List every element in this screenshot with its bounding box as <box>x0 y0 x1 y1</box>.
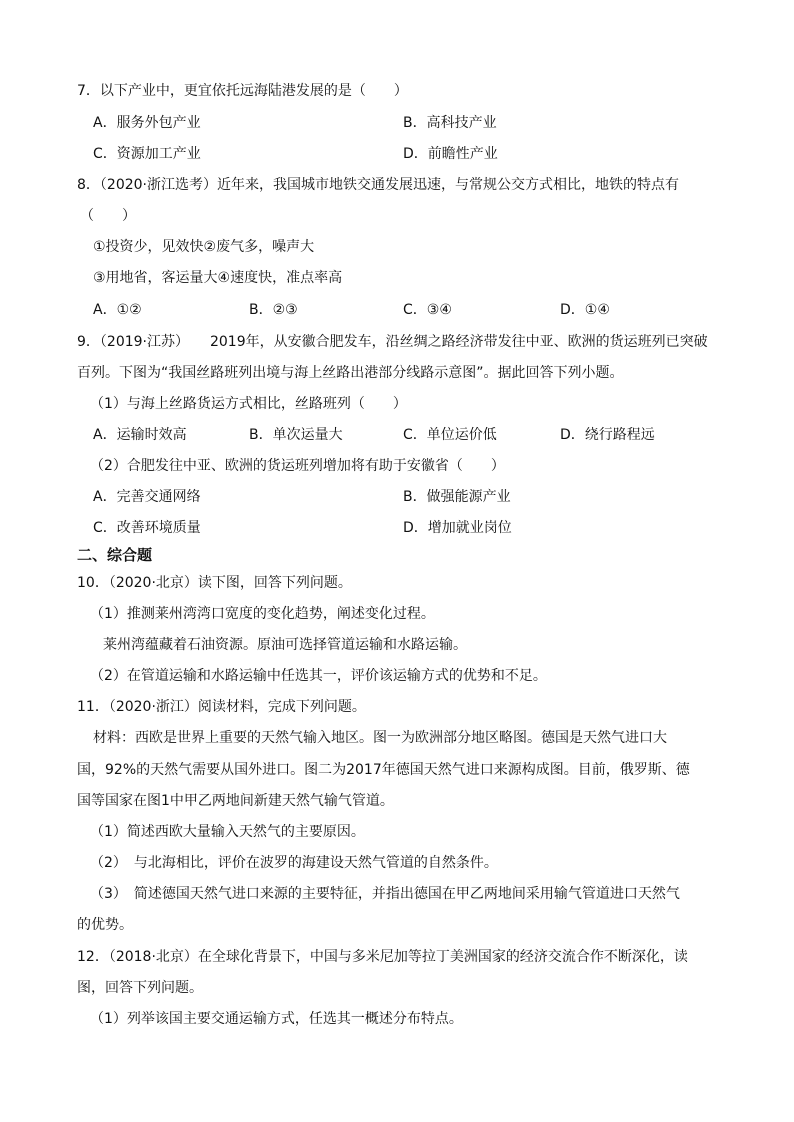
q8-stem-continued: （ ） <box>80 208 136 224</box>
q10-note: 莱州湾蕴藏着石油资源。原油可选择管道运输和水路运输。 <box>103 637 467 653</box>
q10-stem: 10．（2020·北京）读下图，回答下列问题。 <box>77 575 352 591</box>
q9-sub1-option-b: B．单次运量大 <box>249 427 343 443</box>
section-heading: 二、综合题 <box>77 546 153 564</box>
q9-sub2-option-d: D．增加就业岗位 <box>403 520 512 536</box>
q12-stem-line2: 图，回答下列问题。 <box>77 980 203 996</box>
q9-sub1-option-c: C．单位运价低 <box>403 427 497 443</box>
q10-sub1: （1）推测莱州湾湾口宽度的变化趋势，阐述变化过程。 <box>90 606 435 622</box>
q9-stem-line2: 百列。下图为“我国丝路班列出境与海上丝路出港部分线路示意图”。据此回答下列小题。 <box>77 365 624 381</box>
q8-option-c: C．③④ <box>403 302 452 318</box>
q9-sub1-option-a: A．运输时效高 <box>93 427 187 443</box>
q12-stem-line1: 12．（2018·北京）在全球化背景下，中国与多米尼加等拉丁美洲国家的经济交流合作不断深化，读 <box>77 949 688 965</box>
q11-sub1: （1）简述西欧大量输入天然气的主要原因。 <box>90 824 365 840</box>
q7-stem: 7．以下产业中，更宜依托远海陆港发展的是（ ） <box>77 83 408 99</box>
q8-stem: 8．（2020·浙江选考）近年来，我国城市地铁交通发展迅速，与常规公交方式相比，地铁的特点有 <box>77 177 679 193</box>
q8-items-line1: ①投资少，见效快②废气多，噪声大 <box>93 239 315 255</box>
q9-sub2-stem: （2）合肥发往中亚、欧洲的货运班列增加将有助于安徽省（ ） <box>90 458 505 474</box>
q9-sub2-option-a: A．完善交通网络 <box>93 489 201 505</box>
q9-sub1-option-d: D．绕行路程远 <box>560 427 655 443</box>
q7-option-c: C．资源加工产业 <box>93 146 201 162</box>
q7-option-a: A．服务外包产业 <box>93 115 201 131</box>
q11-material-line2: 国，92%的天然气需要从国外进口。图二为2017年德国天然气进口来源构成图。目前，俄罗斯、德 <box>77 762 690 778</box>
q9-sub2-option-c: C．改善环境质量 <box>93 520 201 536</box>
q9-sub2-option-b: B．做强能源产业 <box>403 489 511 505</box>
q8-items-line2: ③用地省，客运量大④速度快，准点率高 <box>93 270 343 286</box>
q11-material-line1: 材料：西欧是世界上重要的天然气输入地区。图一为欧洲部分地区略图。德国是天然气进口大 <box>93 730 667 746</box>
q8-option-a: A．①② <box>93 302 142 318</box>
q7-option-b: B．高科技产业 <box>403 115 497 131</box>
q11-stem: 11．（2020·浙江）阅读材料，完成下列问题。 <box>77 699 366 715</box>
q11-sub2: （2） 与北海相比，评价在波罗的海建设天然气管道的自然条件。 <box>90 855 498 871</box>
q9-sub1-stem: （1）与海上丝路货运方式相比，丝路班列（ ） <box>90 396 407 412</box>
q11-material-line3: 国等国家在图1中甲乙两地间新建天然气输气管道。 <box>77 793 394 809</box>
q7-option-d: D．前瞻性产业 <box>403 146 498 162</box>
q8-option-d: D．①④ <box>560 302 610 318</box>
q11-sub3-line2: 的优势。 <box>77 917 133 933</box>
q9-stem-line1: 9．（2019·江苏） 2019年，从安徽合肥发车，沿丝绸之路经济带发往中亚、欧洲的货运班列已突破 <box>77 334 708 350</box>
q10-sub2: （2）在管道运输和水路运输中任选其一，评价该运输方式的优势和不足。 <box>90 668 547 684</box>
q12-sub1: （1）列举该国主要交通运输方式，任选其一概述分布特点。 <box>90 1011 463 1027</box>
q11-sub3-line1: （3） 简述德国天然气进口来源的主要特征，并指出德国在甲乙两地间采用输气管道进口天然气 <box>90 886 680 902</box>
q8-option-b: B．②③ <box>249 302 298 318</box>
